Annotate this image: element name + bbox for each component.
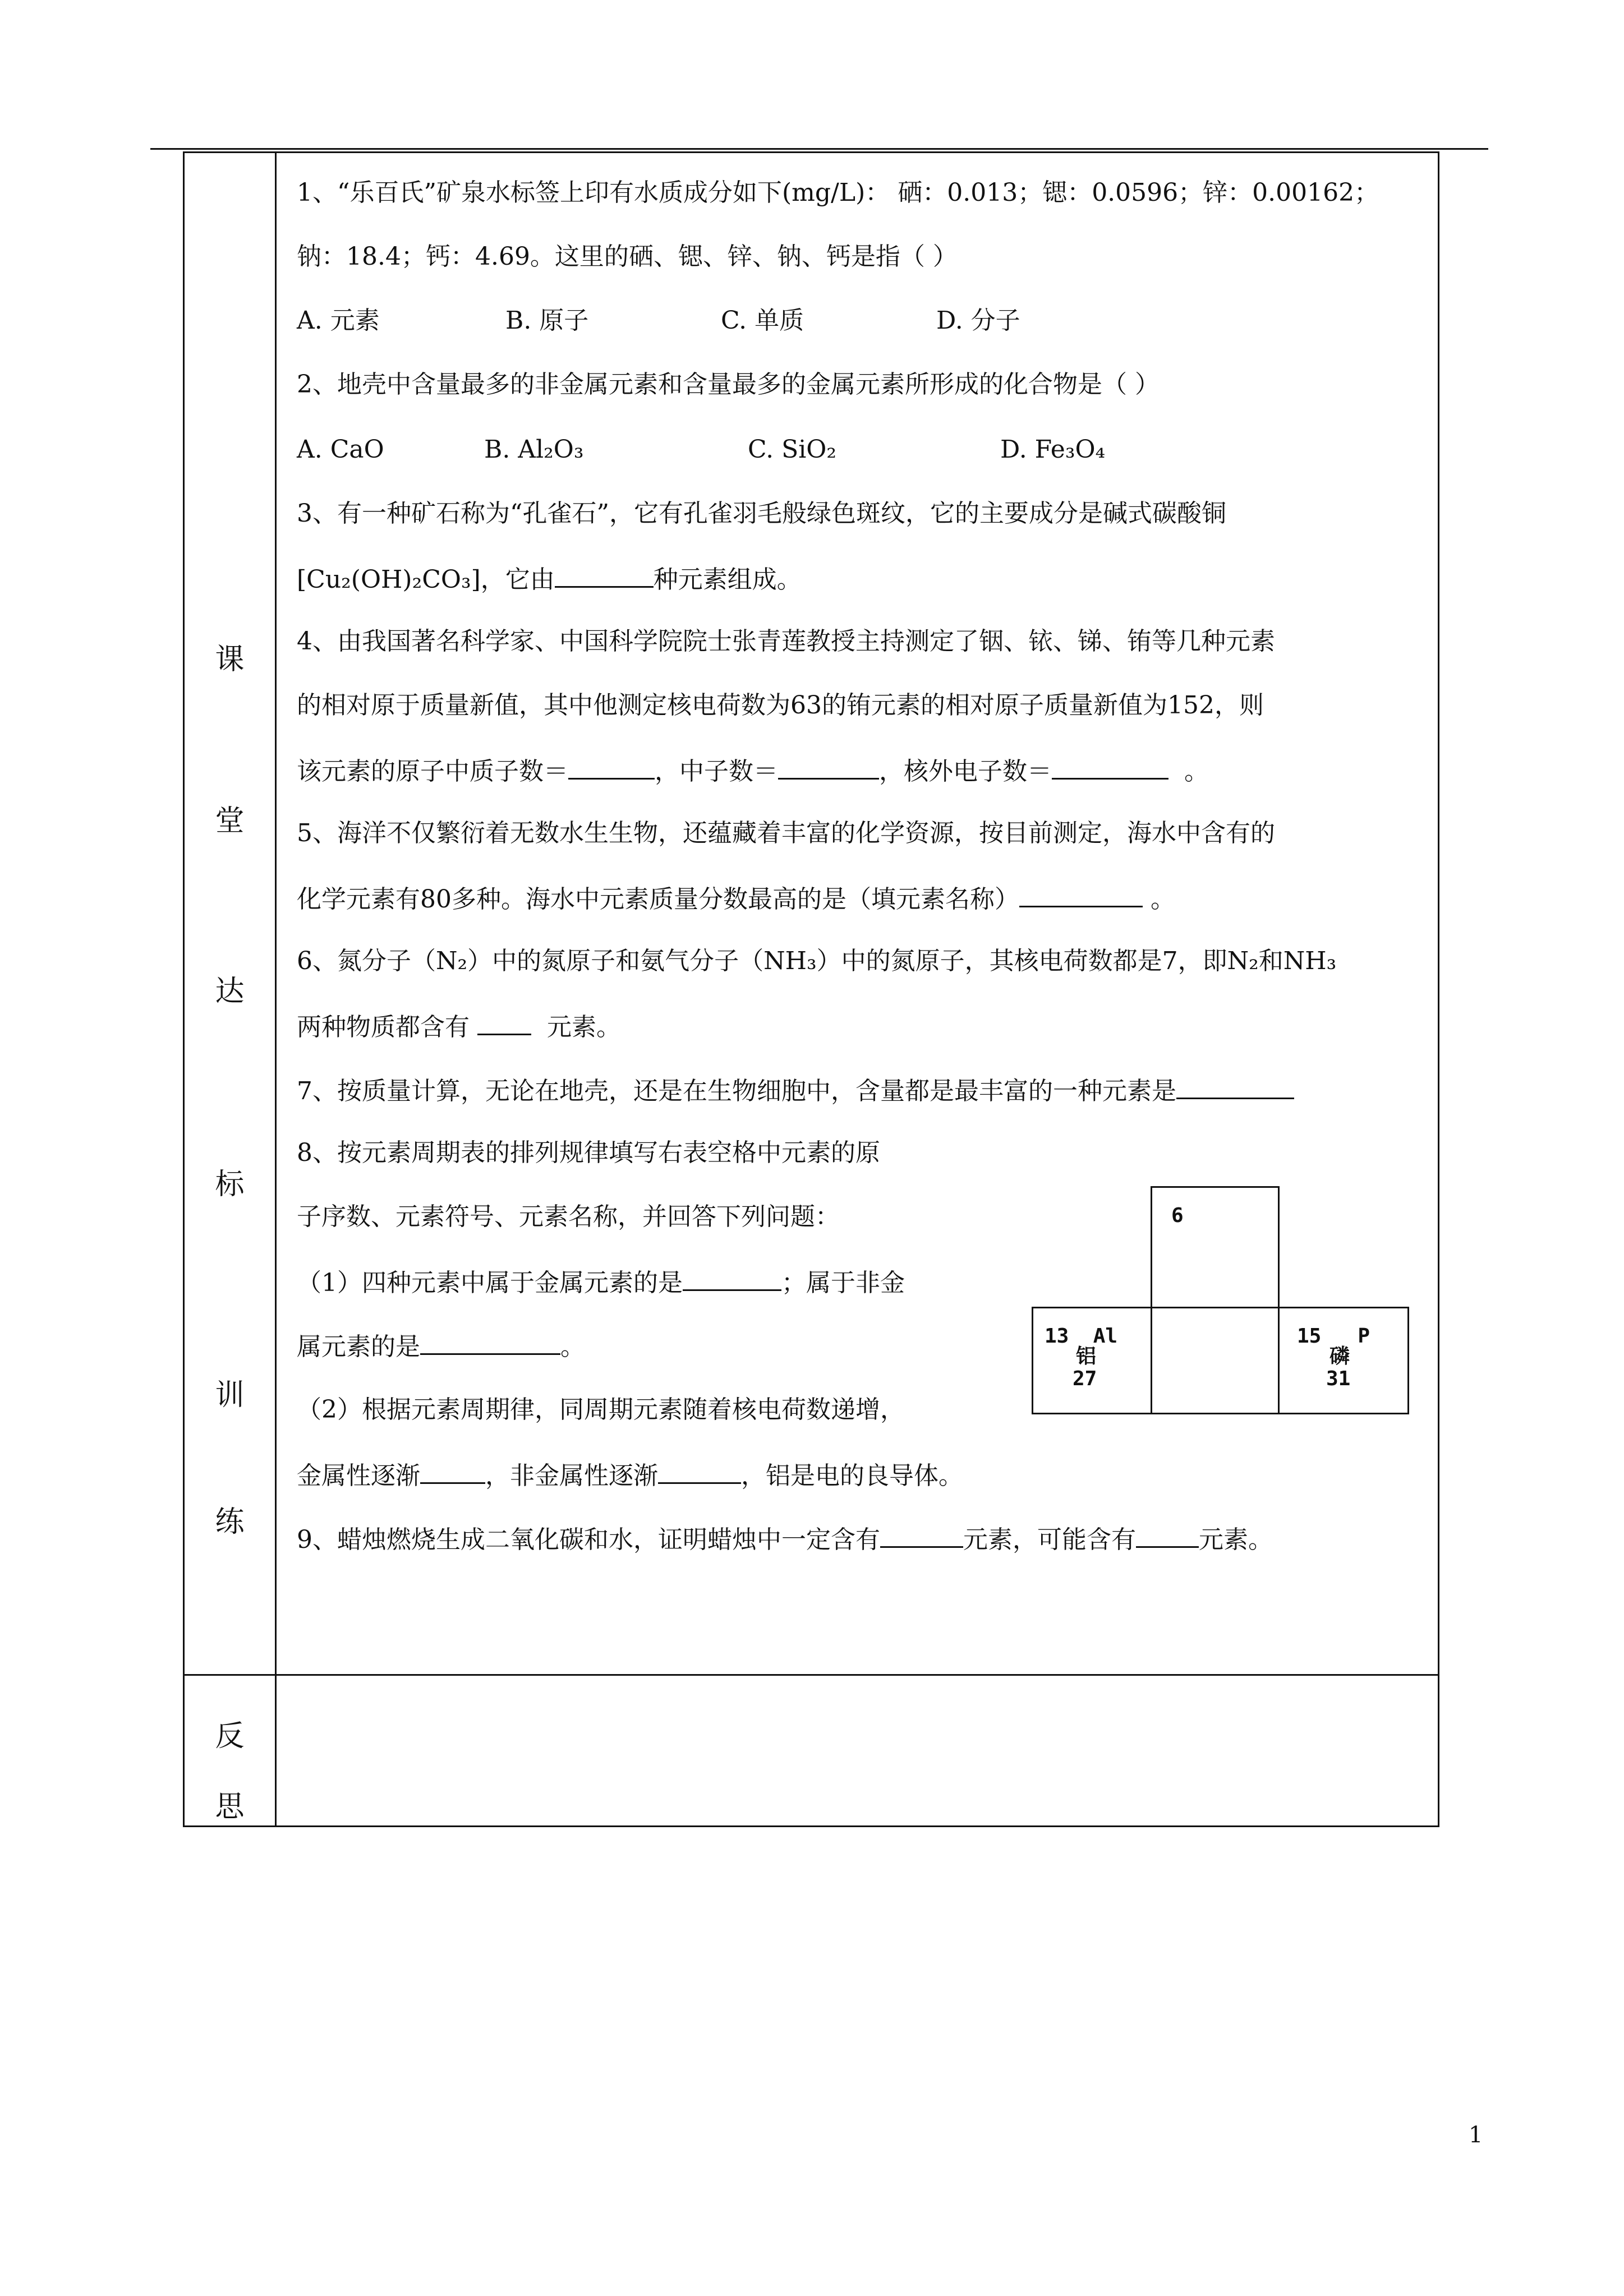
question-6-line-1: 6、氮分子（N₂）中的氮原子和氨气分子（NH₃）中的氮原子，其核电荷数都是7，即N₂和NH₃ [297,947,1337,975]
option-c: C. 单质 [721,306,804,335]
reflect-label: 反 [215,1719,245,1753]
question-8-line-4 [297,1329,585,1363]
question-8-text-end: ，铝是电的良导体。 [741,1461,963,1490]
answer-blank[interactable] [778,753,879,780]
question-1-line-2: 钠：18.4；钙：4.69。这里的硒、锶、锌、钠、钙是指（ ） [297,242,958,271]
page-number: 1 [1469,2122,1483,2148]
answer-blank[interactable] [555,561,654,588]
question-8-line-2: 子序数、元素符号、元素名称，并回答下列问题： [297,1202,840,1231]
side-label: 堂 [215,804,245,838]
row-divider [185,1674,1438,1676]
option-d: D. Fe₃O₄ [1000,435,1106,464]
question-9-text-end: 元素。 [1199,1525,1273,1554]
question-8-line-6 [297,1458,963,1492]
question-6-text-end: 元素。 [546,1013,621,1041]
question-1-line-1: 1、“乐百氏”矿泉水标签上印有水质成分如下(mg/L)： 硒：0.013；锶：0.0596；锌：0.00162； [297,178,1379,207]
header-rule [150,148,1488,150]
question-4-text: ，核外电子数＝ [879,757,1052,786]
option-b: B. 原子 [505,306,589,335]
question-9-text: 9、蜡烛燃烧生成二氧化碳和水，证明蜡烛中一定含有 [297,1525,880,1554]
side-label: 练 [215,1505,245,1539]
element-symbol: Al [1093,1325,1118,1348]
answer-blank[interactable] [568,753,655,780]
question-7-line-1 [297,1073,1294,1108]
side-label: 训 [215,1378,245,1412]
question-4-line-1: 4、由我国著名科学家、中国科学院院士张青莲教授主持测定了铟、铱、锑、铕等几种元素 [297,627,1275,656]
answer-blank[interactable] [1052,753,1168,780]
question-6-text: 两种物质都含有 [297,1013,470,1041]
element-cell-al [1032,1307,1152,1414]
answer-blank[interactable] [1136,1522,1199,1548]
atomic-mass: 31 [1326,1367,1351,1390]
option-a: A. 元素 [297,306,380,335]
question-3-line-1: 3、有一种矿石称为“孔雀石”，它有孔雀羽毛般绿色斑纹，它的主要成分是碱式碳酸铜 [297,499,1226,528]
question-4-text: ，中子数＝ [655,757,778,786]
question-3-text-end: 种元素组成。 [653,565,802,594]
question-5-text: 化学元素有80多种。海水中元素质量分数最高的是（填元素名称） [297,885,1019,914]
column-divider [275,153,277,1825]
answer-blank[interactable] [1019,881,1143,907]
question-3-line-2 [297,561,802,596]
question-8-text: （1）四种元素中属于金属元素的是 [297,1269,683,1297]
question-8-line-3 [297,1265,905,1299]
question-8-text: ；属于非金 [781,1269,905,1297]
answer-blank[interactable] [880,1522,963,1548]
atomic-number: 6 [1171,1204,1184,1227]
question-9-text: 元素，可能含有 [963,1525,1136,1554]
atomic-number-symbol [1297,1325,1370,1348]
answer-blank[interactable] [1176,1073,1294,1099]
question-8-text: 属元素的是 [297,1333,420,1361]
element-cell-6 [1151,1186,1280,1308]
question-9-line-1 [297,1522,1273,1556]
reflect-label: 思 [215,1790,245,1824]
answer-blank[interactable] [683,1265,781,1291]
element-cell-empty [1151,1307,1280,1414]
atomic-number: 15 [1297,1325,1322,1348]
question-4-line-3 [297,753,1209,788]
question-8-text: ，非金属性逐渐 [485,1461,658,1490]
atomic-number-symbol [1045,1325,1117,1348]
element-symbol: P [1358,1325,1370,1348]
question-8-text: 金属性逐渐 [297,1461,420,1490]
question-8-line-5: （2）根据元素周期律，同周期元素随着核电荷数递增， [297,1395,905,1424]
question-5-line-2 [297,881,1175,916]
question-4-text: 该元素的原子中质子数＝ [297,757,568,786]
option-c: C. SiO₂ [748,435,836,464]
atomic-number: 13 [1045,1325,1069,1348]
atomic-mass: 27 [1073,1367,1097,1390]
element-cell-p [1278,1307,1409,1414]
question-2-options [297,434,1105,466]
question-2-line-1: 2、地壳中含量最多的非金属元素和含量最多的金属元素所形成的化合物是（ ） [297,370,1160,399]
element-name: 铝 [1076,1345,1097,1368]
worksheet-table [183,151,1439,1827]
option-a: A. CaO [297,435,384,464]
question-4-text-end: 。 [1184,757,1209,786]
element-name: 磷 [1329,1345,1350,1368]
question-3-text: [Cu₂(OH)₂CO₃]，它由 [297,565,555,594]
side-label: 达 [215,975,245,1008]
answer-blank[interactable] [658,1458,741,1484]
option-b: B. Al₂O₃ [484,435,584,464]
option-d: D. 分子 [936,306,1020,335]
side-label: 标 [215,1168,245,1201]
answer-blank[interactable] [420,1458,485,1484]
question-5-line-1: 5、海洋不仅繁衍着无数水生生物，还蕴藏着丰富的化学资源，按目前测定，海水中含有的 [297,819,1275,847]
side-label: 课 [215,643,245,676]
question-4-line-2: 的相对原于质量新值，其中他测定核电荷数为63的铕元素的相对原子质量新值为152，则 [297,691,1264,720]
question-8-line-1: 8、按元素周期表的排列规律填写右表空格中元素的原 [297,1138,880,1167]
question-8-text-end: 。 [560,1333,585,1361]
answer-blank[interactable] [420,1329,560,1355]
question-5-text-end: 。 [1151,885,1175,914]
question-1-options [297,305,1020,337]
question-7-text: 7、按质量计算，无论在地壳，还是在生物细胞中，含量都是最丰富的一种元素是 [297,1077,1176,1105]
question-6-line-2 [297,1009,621,1044]
answer-blank[interactable] [477,1009,531,1035]
